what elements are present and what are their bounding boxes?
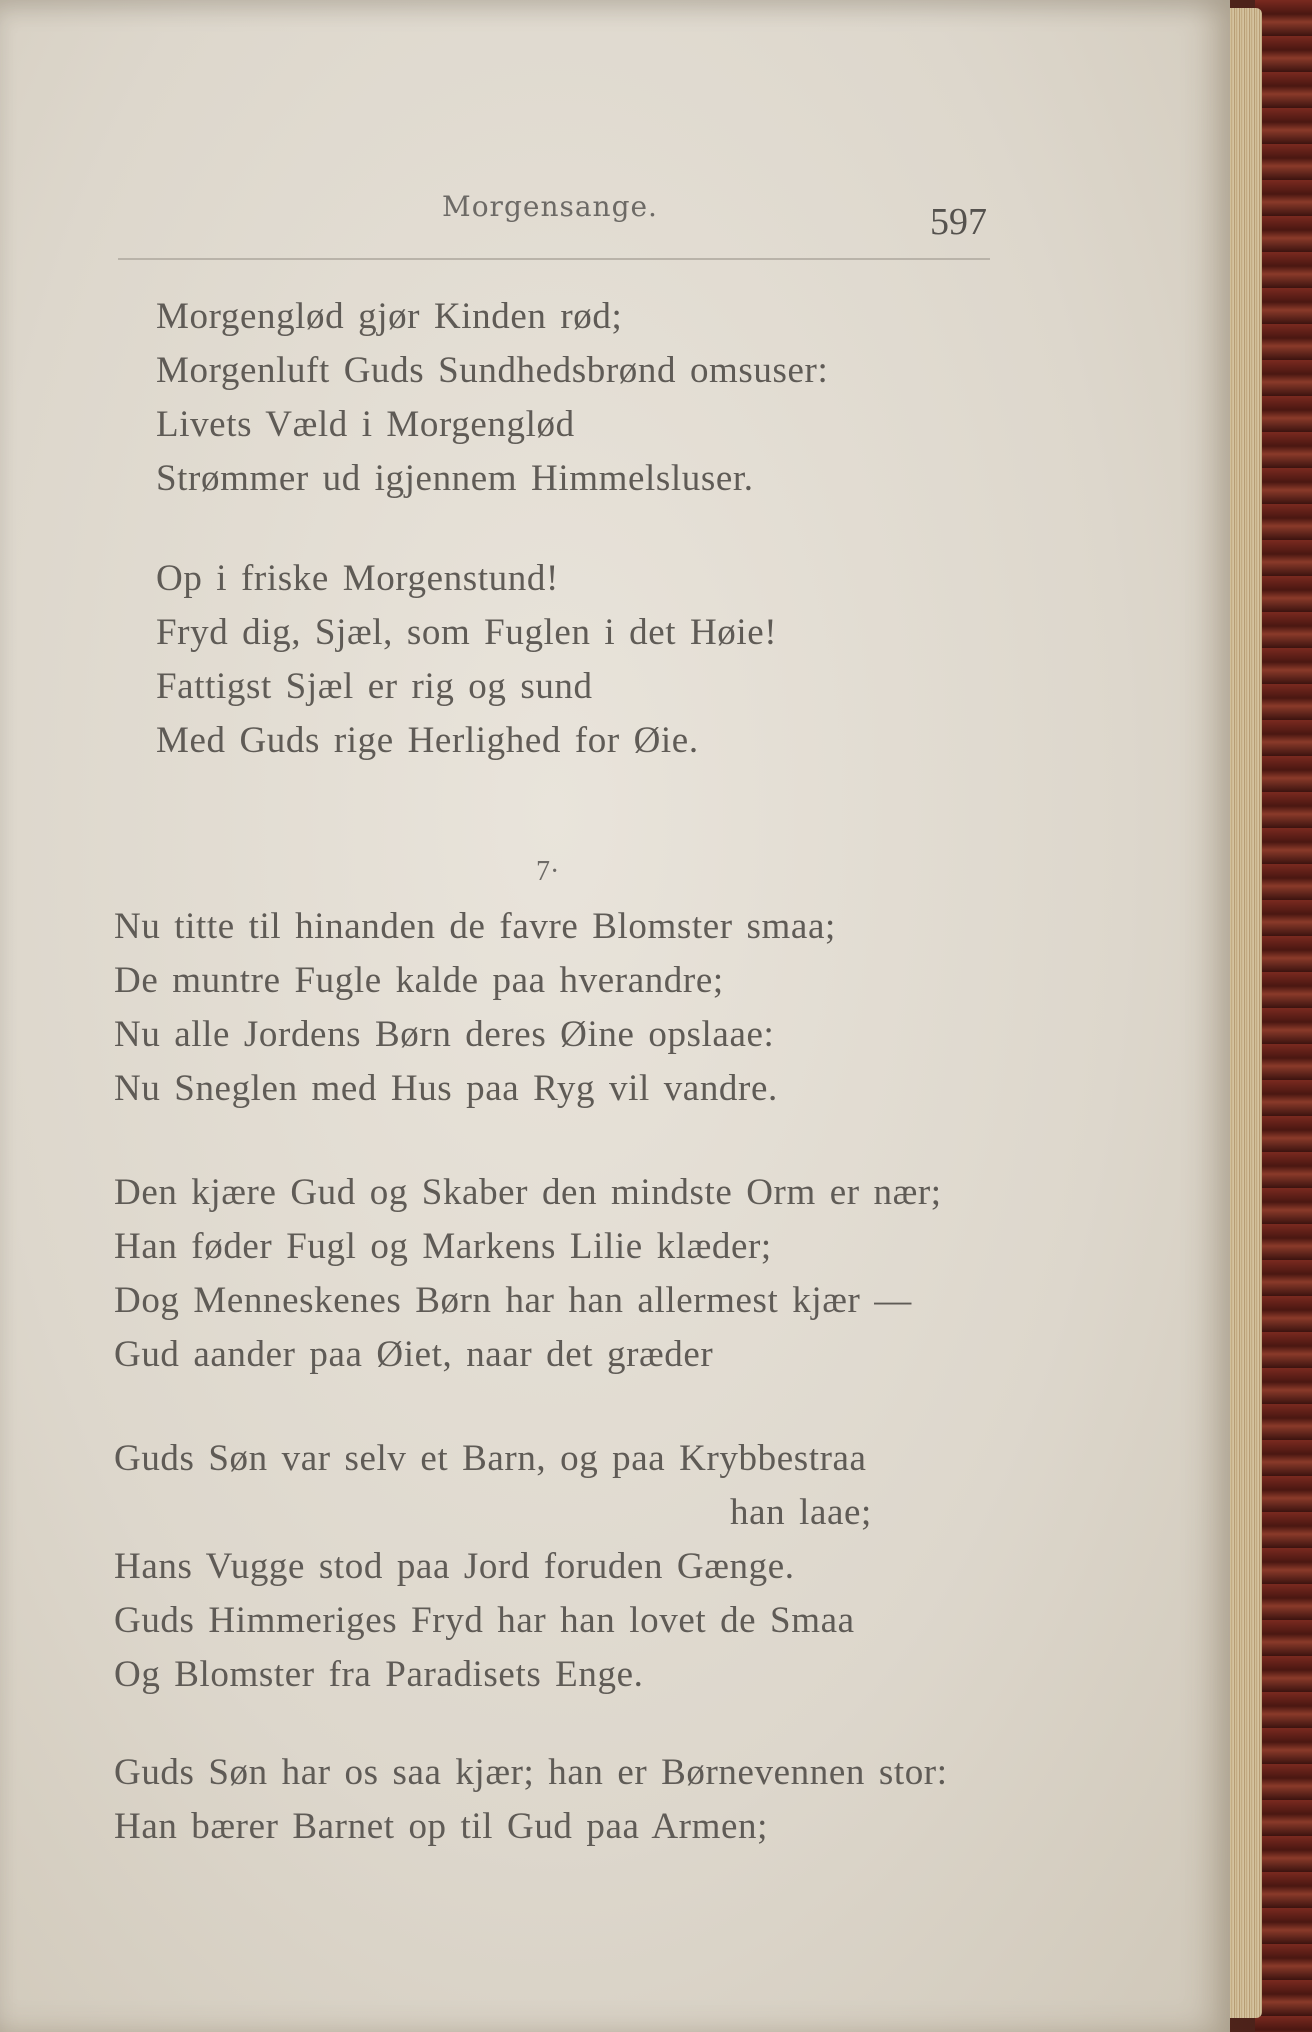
page-number: 597: [930, 201, 987, 243]
poem-line: Morgenglød gjør Kinden rød;: [156, 296, 623, 337]
poem-line-continuation: han laae;: [730, 1492, 872, 1533]
poem-line: Nu alle Jordens Børn deres Øine opslaae:: [114, 1014, 775, 1055]
poem-line: Guds Søn har os saa kjær; han er Børnevennen stor:: [114, 1752, 948, 1793]
poem-line: Fattigst Sjæl er rig og sund: [156, 666, 593, 707]
poem-line: De muntre Fugle kalde paa hverandre;: [114, 960, 724, 1001]
poem-line: Nu titte til hinanden de favre Blomster smaa;: [114, 906, 836, 947]
poem-line: Livets Væld i Morgenglød: [156, 404, 575, 445]
running-title: Morgensange.: [442, 190, 658, 223]
poem-line: Den kjære Gud og Skaber den mindste Orm er nær;: [114, 1172, 942, 1213]
poem-line: Fryd dig, Sjæl, som Fuglen i det Høie!: [156, 612, 778, 653]
poem-line: Morgenluft Guds Sundhedsbrønd omsuser:: [156, 350, 829, 391]
poem-line: Op i friske Morgenstund!: [156, 558, 559, 599]
poem-line: Hans Vugge stod paa Jord foruden Gænge.: [114, 1546, 795, 1587]
poem-line: Han bærer Barnet op til Gud paa Armen;: [114, 1806, 768, 1847]
poem-line: Med Guds rige Herlighed for Øie.: [156, 720, 699, 761]
poem-line: Dog Menneskenes Børn har han allermest kjær —: [114, 1280, 912, 1321]
poem-line: Strømmer ud igjennem Himmelsluser.: [156, 458, 754, 499]
poem-line: Guds Søn var selv et Barn, og paa Krybbestraa: [114, 1438, 867, 1479]
poem-line: Guds Himmeriges Fryd har han lovet de Smaa: [114, 1600, 855, 1641]
poem-line: Han føder Fugl og Markens Lilie klæder;: [114, 1226, 772, 1267]
section-number: 7·: [536, 856, 560, 887]
poem-line: Og Blomster fra Paradisets Enge.: [114, 1654, 644, 1695]
poem-line: Gud aander paa Øiet, naar det græder: [114, 1334, 714, 1375]
book-cover-edge: [1255, 0, 1312, 2032]
poem-line: Nu Sneglen med Hus paa Ryg vil vandre.: [114, 1068, 778, 1109]
